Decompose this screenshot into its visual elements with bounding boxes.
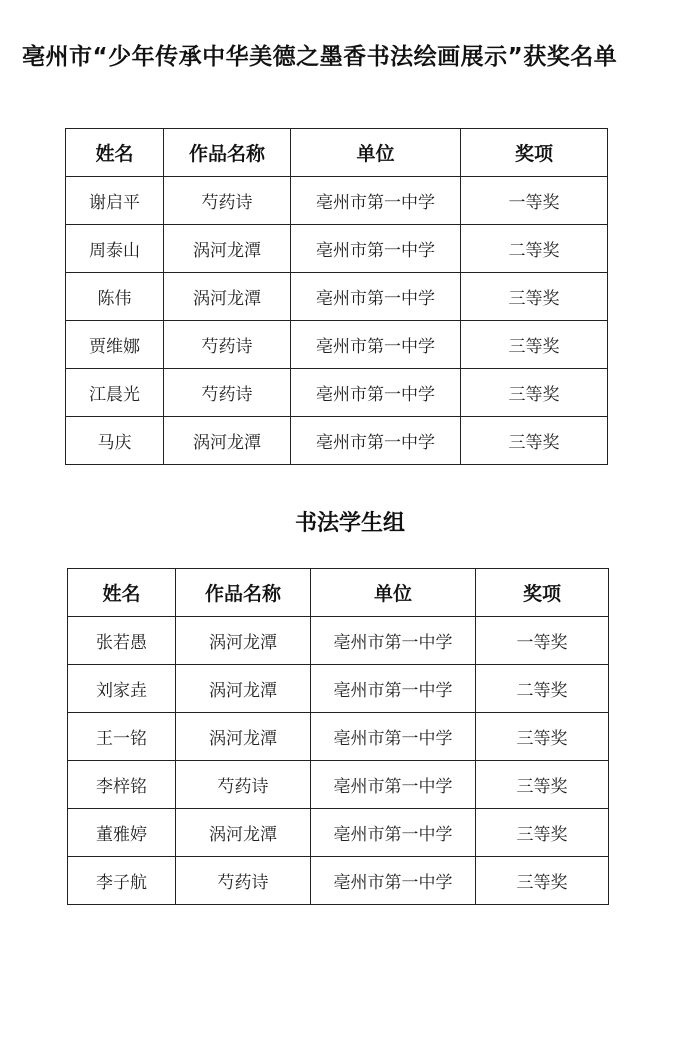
cell-unit: 亳州市第一中学: [311, 665, 476, 713]
cell-name: 谢启平: [66, 177, 164, 225]
table-row: [66, 225, 608, 273]
cell-unit: 亳州市第一中学: [291, 369, 461, 417]
table-row: [66, 177, 608, 225]
cell-award: 三等奖: [461, 417, 608, 465]
cell-name: 陈伟: [66, 273, 164, 321]
cell-name: 刘家垚: [68, 665, 176, 713]
cell-unit: 亳州市第一中学: [311, 617, 476, 665]
cell-work-title: 芍药诗: [176, 857, 311, 905]
header-unit: 单位: [311, 569, 476, 617]
table-row: [66, 417, 608, 465]
table-header-row: [68, 569, 609, 617]
cell-award: 三等奖: [461, 273, 608, 321]
cell-award: 三等奖: [461, 369, 608, 417]
header-award: 奖项: [476, 569, 609, 617]
cell-name: 贾维娜: [66, 321, 164, 369]
cell-award: 二等奖: [476, 665, 609, 713]
cell-unit: 亳州市第一中学: [311, 713, 476, 761]
cell-name: 张若愚: [68, 617, 176, 665]
cell-name: 周泰山: [66, 225, 164, 273]
cell-unit: 亳州市第一中学: [311, 761, 476, 809]
cell-work-title: 涡河龙潭: [164, 417, 291, 465]
cell-work-title: 芍药诗: [176, 761, 311, 809]
cell-work-title: 芍药诗: [164, 321, 291, 369]
award-table-2: [67, 568, 609, 905]
table-header-row: [66, 129, 608, 177]
cell-award: 一等奖: [476, 617, 609, 665]
cell-work-title: 涡河龙潭: [164, 273, 291, 321]
cell-work-title: 芍药诗: [164, 369, 291, 417]
table-row: [66, 273, 608, 321]
cell-name: 董雅婷: [68, 809, 176, 857]
cell-name: 马庆: [66, 417, 164, 465]
cell-work-title: 涡河龙潭: [176, 809, 311, 857]
cell-work-title: 芍药诗: [164, 177, 291, 225]
cell-award: 三等奖: [476, 857, 609, 905]
cell-award: 三等奖: [461, 321, 608, 369]
cell-award: 一等奖: [461, 177, 608, 225]
table-row: [66, 369, 608, 417]
cell-unit: 亳州市第一中学: [291, 321, 461, 369]
header-work-title: 作品名称: [176, 569, 311, 617]
table-row: [68, 617, 609, 665]
cell-award: 二等奖: [461, 225, 608, 273]
table-row: [68, 761, 609, 809]
cell-unit: 亳州市第一中学: [311, 809, 476, 857]
group-title-calligraphy-students: 书法学生组: [294, 511, 405, 536]
cell-unit: 亳州市第一中学: [291, 417, 461, 465]
table-row: [68, 665, 609, 713]
document-title: 亳州市“少年传承中华美德之墨香书法绘画展示”获奖名单: [22, 44, 618, 70]
header-award: 奖项: [461, 129, 608, 177]
cell-name: 江晨光: [66, 369, 164, 417]
cell-work-title: 涡河龙潭: [176, 713, 311, 761]
cell-award: 三等奖: [476, 761, 609, 809]
cell-award: 三等奖: [476, 809, 609, 857]
award-table-1: [65, 128, 608, 465]
cell-name: 李梓铭: [68, 761, 176, 809]
header-name: 姓名: [68, 569, 176, 617]
header-name: 姓名: [66, 129, 164, 177]
cell-unit: 亳州市第一中学: [311, 857, 476, 905]
header-work-title: 作品名称: [164, 129, 291, 177]
cell-work-title: 涡河龙潭: [176, 617, 311, 665]
cell-name: 李子航: [68, 857, 176, 905]
table-row: [66, 321, 608, 369]
cell-unit: 亳州市第一中学: [291, 177, 461, 225]
cell-name: 王一铭: [68, 713, 176, 761]
table-row: [68, 857, 609, 905]
cell-work-title: 涡河龙潭: [176, 665, 311, 713]
cell-unit: 亳州市第一中学: [291, 225, 461, 273]
cell-award: 三等奖: [476, 713, 609, 761]
cell-work-title: 涡河龙潭: [164, 225, 291, 273]
header-unit: 单位: [291, 129, 461, 177]
table-row: [68, 809, 609, 857]
cell-unit: 亳州市第一中学: [291, 273, 461, 321]
table-row: [68, 713, 609, 761]
